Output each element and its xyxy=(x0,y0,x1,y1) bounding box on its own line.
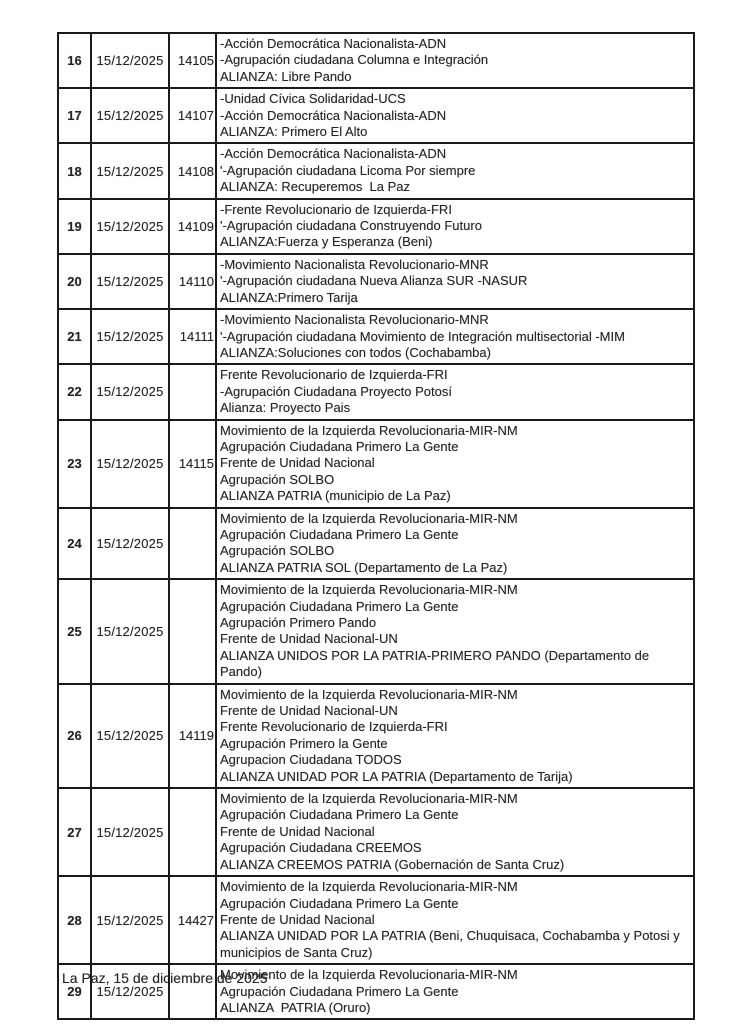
row-number-cell: 28 xyxy=(58,876,91,964)
parties-alliance-cell xyxy=(216,420,694,508)
date-cell: 15/12/2025 xyxy=(91,33,169,88)
parties-alliance-cell xyxy=(216,364,694,419)
parties-alliance-cell xyxy=(216,788,694,876)
table-row xyxy=(58,579,694,683)
party-line: ALIANZA: Recuperemos La Paz xyxy=(220,179,411,195)
registration-code-cell xyxy=(169,788,216,876)
registration-code-cell: 14110 xyxy=(169,254,216,309)
party-line: Agrupación Ciudadana Primero La Gente xyxy=(220,807,459,823)
date-cell: 15/12/2025 xyxy=(91,508,169,580)
date-cell: 15/12/2025 xyxy=(91,684,169,788)
party-line: Agrupación Ciudadana CREEMOS xyxy=(220,840,422,856)
party-line: Agrupación Primero la Gente xyxy=(220,735,388,751)
party-line: ALIANZA PATRIA (Oruro) xyxy=(220,999,371,1015)
registration-code-cell xyxy=(169,579,216,683)
date-cell: 15/12/2025 xyxy=(91,199,169,254)
parties-alliance-cell xyxy=(216,254,694,309)
party-line: ALIANZA CREEMOS PATRIA (Gobernación de Santa Cruz) xyxy=(220,856,565,872)
date-cell: 15/12/2025 xyxy=(91,254,169,309)
party-line: Movimiento de la Izquierda Revolucionaria-MIR-NM xyxy=(220,582,518,598)
party-line: Agrupación Ciudadana Primero La Gente xyxy=(220,598,459,614)
party-line: Frente Revolucionario de Izquierda-FRI xyxy=(220,719,448,735)
party-line: municipios de Santa Cruz) xyxy=(220,944,373,960)
table-row xyxy=(58,309,694,364)
row-number-cell: 23 xyxy=(58,420,91,508)
row-number-cell: 27 xyxy=(58,788,91,876)
party-line: Movimiento de la Izquierda Revolucionaria-MIR-NM xyxy=(220,510,518,526)
date-cell: 15/12/2025 xyxy=(91,143,169,198)
party-line: Agrupación SOLBO xyxy=(220,543,335,559)
party-line: -Acción Democrática Nacionalista-ADN xyxy=(220,146,447,162)
party-line: -Movimiento Nacionalista Revolucionario-MNR xyxy=(220,256,489,272)
registration-code-cell: 14111 xyxy=(169,309,216,364)
row-number-cell: 21 xyxy=(58,309,91,364)
party-line: Agrupación Ciudadana Primero La Gente xyxy=(220,438,459,454)
date-cell: 15/12/2025 xyxy=(91,579,169,683)
alliances-table xyxy=(57,32,695,1020)
date-cell: 15/12/2025 xyxy=(91,420,169,508)
registration-code-cell xyxy=(169,364,216,419)
table-row xyxy=(58,33,694,88)
party-line: -Acción Democrática Nacionalista-ADN xyxy=(220,107,447,123)
row-number-cell: 26 xyxy=(58,684,91,788)
registration-code-cell: 14107 xyxy=(169,88,216,143)
party-line: Frente de Unidad Nacional xyxy=(220,823,375,839)
parties-alliance-cell xyxy=(216,88,694,143)
party-line: Movimiento de la Izquierda Revolucionaria-MIR-NM xyxy=(220,422,518,438)
table-row xyxy=(58,876,694,964)
table-row xyxy=(58,508,694,580)
party-line: Agrupación Ciudadana Primero La Gente xyxy=(220,895,459,911)
party-line: Alianza: Proyecto Pais xyxy=(220,400,351,416)
party-line: '-Agrupación ciudadana Movimiento de Integración multisectorial -MIM xyxy=(220,328,625,344)
party-line: ALIANZA PATRIA SOL (Departamento de La Paz) xyxy=(220,559,508,575)
party-line: ALIANZA:Primero Tarija xyxy=(220,289,358,305)
party-line: ALIANZA UNIDOS POR LA PATRIA-PRIMERO PANDO (Departamento de Pando) xyxy=(220,647,653,680)
party-line: Frente de Unidad Nacional-UN xyxy=(220,631,398,647)
party-line: Movimiento de la Izquierda Revolucionaria-MIR-NM xyxy=(220,879,518,895)
parties-alliance-cell xyxy=(216,309,694,364)
row-number-cell: 22 xyxy=(58,364,91,419)
party-line: Movimiento de la Izquierda Revolucionaria-MIR-NM xyxy=(220,686,518,702)
parties-alliance-cell xyxy=(216,199,694,254)
row-number-cell: 24 xyxy=(58,508,91,580)
party-line: Movimiento de la Izquierda Revolucionaria-MIR-NM xyxy=(220,791,518,807)
party-line: ALIANZA:Fuerza y Esperanza (Beni) xyxy=(220,234,433,250)
row-number-cell: 29 xyxy=(58,964,91,1019)
table-row xyxy=(58,143,694,198)
date-cell: 15/12/2025 xyxy=(91,364,169,419)
parties-alliance-cell xyxy=(216,143,694,198)
party-line: -Agrupación ciudadana Columna e Integración xyxy=(220,52,489,68)
party-line: '-Agrupación ciudadana Licoma Por siempre xyxy=(220,162,476,178)
party-line: '-Agrupación ciudadana Construyendo Futuro xyxy=(220,218,482,234)
table-row xyxy=(58,254,694,309)
party-line: ALIANZA: Primero El Alto xyxy=(220,124,368,140)
registration-code-cell: 14427 xyxy=(169,876,216,964)
party-line: Frente Revolucionario de Izquierda-FRI xyxy=(220,367,448,383)
parties-alliance-cell xyxy=(216,964,694,1019)
date-cell: 15/12/2025 xyxy=(91,788,169,876)
row-number-cell: 19 xyxy=(58,199,91,254)
party-line: ALIANZA: Libre Pando xyxy=(220,68,352,84)
row-number-cell: 18 xyxy=(58,143,91,198)
party-line: -Unidad Cívica Solidaridad-UCS xyxy=(220,91,406,107)
table-row xyxy=(58,420,694,508)
date-cell: 15/12/2025 xyxy=(91,964,169,1019)
parties-alliance-cell xyxy=(216,579,694,683)
party-line: ALIANZA UNIDAD POR LA PATRIA (Beni, Chuquisaca, Cochabamba y Potosi y xyxy=(220,928,680,944)
table-row xyxy=(58,199,694,254)
row-number-cell: 16 xyxy=(58,33,91,88)
party-line: -Agrupación Ciudadana Proyecto Potosí xyxy=(220,383,452,399)
party-line: Agrupacion Ciudadana TODOS xyxy=(220,752,402,768)
table-row xyxy=(58,684,694,788)
party-line: '-Agrupación ciudadana Nueva Alianza SUR -NASUR xyxy=(220,273,528,289)
party-line: Agrupación Primero Pando xyxy=(220,615,377,630)
date-cell: 15/12/2025 xyxy=(91,88,169,143)
party-line: Frente de Unidad Nacional-UN xyxy=(220,703,398,719)
party-line: Movimiento de la Izquierda Revolucionaria-MIR-NM xyxy=(220,967,518,983)
party-line: ALIANZA:Soluciones con todos (Cochabamba) xyxy=(220,344,491,360)
table-row xyxy=(58,788,694,876)
party-line: -Movimiento Nacionalista Revolucionario-MNR xyxy=(220,312,489,328)
registration-code-cell xyxy=(169,508,216,580)
footer-date-line: La Paz, 15 de diciembre de 2025 xyxy=(62,970,268,986)
date-cell: 15/12/2025 xyxy=(91,309,169,364)
date-cell: 15/12/2025 xyxy=(91,876,169,964)
table-row xyxy=(58,364,694,419)
registration-code-cell: 14105 xyxy=(169,33,216,88)
party-line: -Acción Democrática Nacionalista-ADN xyxy=(220,36,447,51)
party-line: Frente de Unidad Nacional xyxy=(220,455,375,471)
registration-code-cell: 14108 xyxy=(169,143,216,198)
party-line: -Frente Revolucionario de Izquierda-FRI xyxy=(220,201,452,217)
parties-alliance-cell xyxy=(216,33,694,88)
party-line: Agrupación Ciudadana Primero La Gente xyxy=(220,983,459,999)
party-line: Agrupación Ciudadana Primero La Gente xyxy=(220,526,459,542)
party-line: ALIANZA PATRIA (municipio de La Paz) xyxy=(220,488,451,504)
parties-alliance-cell xyxy=(216,684,694,788)
row-number-cell: 17 xyxy=(58,88,91,143)
party-line: Agrupación SOLBO xyxy=(220,471,335,487)
party-line: Frente de Unidad Nacional xyxy=(220,911,375,927)
registration-code-cell: 14115 xyxy=(169,420,216,508)
party-line: ALIANZA UNIDAD POR LA PATRIA (Departamento de Tarija) xyxy=(220,768,573,784)
row-number-cell: 20 xyxy=(58,254,91,309)
registration-code-cell: 14119 xyxy=(169,684,216,788)
parties-alliance-cell xyxy=(216,876,694,964)
table-row xyxy=(58,88,694,143)
parties-alliance-cell xyxy=(216,508,694,580)
registration-code-cell: 14109 xyxy=(169,199,216,254)
row-number-cell: 25 xyxy=(58,579,91,683)
